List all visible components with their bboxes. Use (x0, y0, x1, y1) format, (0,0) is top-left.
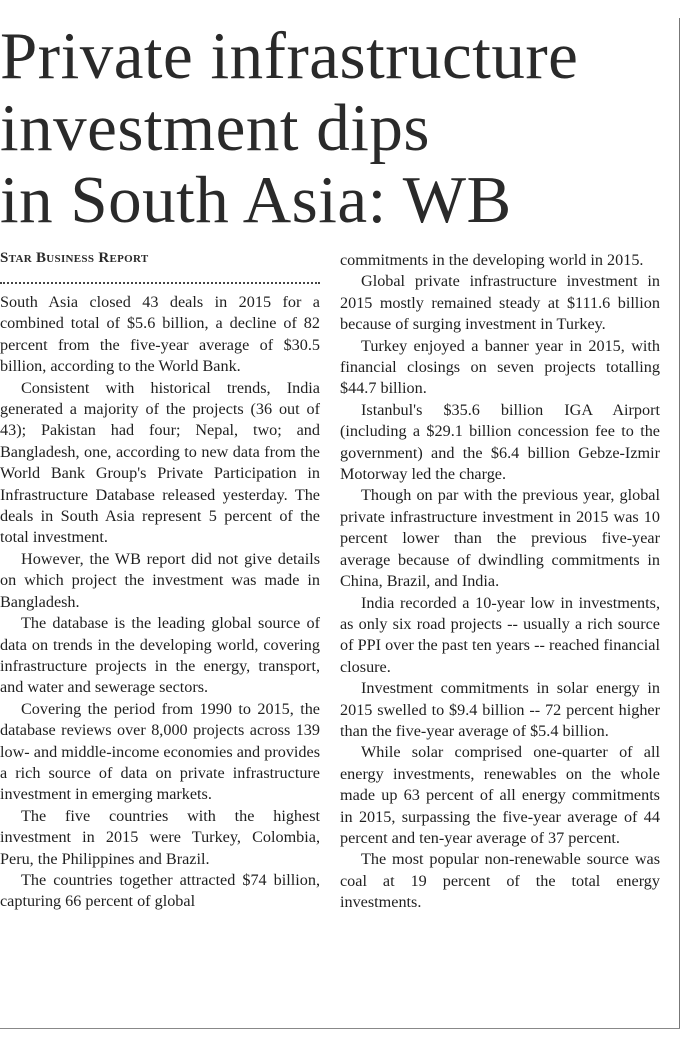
headline (0, 20, 676, 236)
dotted-separator (0, 282, 320, 284)
article-column-1 (0, 292, 320, 913)
paragraph: Istanbul's $35.6 billion IGA Airport (including a $29.1 billion concession fee to the government) and the $6.4 billion Gebze-Izmir Motorway led the charge. (340, 400, 660, 484)
paragraph: Global private infrastructure investment in 2015 mostly remained steady at $111.6 billion because of surging investment in Turkey. (340, 272, 660, 334)
headline-line-2: investment dips (0, 91, 430, 165)
paragraph: South Asia closed 43 deals in 2015 for a combined total of $5.6 billion, a decline of 82 percent from the five-year average of $30.5 billion, according to the World Bank. (0, 293, 320, 376)
paragraph: Covering the period from 1990 to 2015, the database reviews over 8,000 projects across 139 low- and middle-income economies and provides a rich source of data on private infrastructure investment in emerging markets. (0, 699, 320, 804)
paragraph: Investment commitments in solar energy in 2015 swelled to $9.4 billion -- 72 percent higher than the five-year average of $5.4 billion. (340, 679, 660, 740)
bottom-rule (0, 1028, 680, 1029)
paragraph: The most popular non-renewable source was coal at 19 percent of the total energy investments. (340, 850, 660, 912)
paragraph: Turkey enjoyed a banner year in 2015, with financial closings on seven projects totalling $44.7 billion. (340, 336, 660, 398)
paragraph: While solar comprised one-quarter of all energy investments, renewables on the whole made up 63 percent of all energy commitments in 2015, surpassing the five-year average of 44 percent and ten-year average of 37 percent. (340, 743, 660, 847)
paragraph: The five countries with the highest investment in 2015 were Turkey, Colombia, Peru, the Philippines and Brazil. (0, 806, 320, 868)
paragraph: However, the WB report did not give details on which project the investment was made in Bangladesh. (0, 549, 320, 611)
article-column-2 (340, 250, 660, 914)
paragraph: commitments in the developing world in 2015. (340, 251, 644, 269)
paragraph: The countries together attracted $74 billion, capturing 66 percent of global (0, 870, 320, 911)
headline-line-1: Private infrastructure (0, 19, 579, 93)
paragraph: Consistent with historical trends, India generated a majority of the projects (36 out of 43); Pakistan had four; Nepal, two; and Bangladesh, one, according to new data from the World Bank Group's Private Participation in Infrastructure Database released yesterday. The deals in South Asia represent 5 percent of the total investment. (0, 378, 320, 547)
headline-line-3: in South Asia: WB (0, 163, 512, 237)
paragraph: India recorded a 10-year low in investments, as only six road projects -- usually a rich source of PPI over the past ten years -- reached financial closure. (340, 593, 660, 676)
paragraph: Though on par with the previous year, global private infrastructure investment in 2015 was 10 percent lower than the previous five-year average because of dwindling commitments in China, Brazil, and India. (340, 486, 660, 591)
byline: Star Business Report (0, 250, 149, 266)
paragraph: The database is the leading global source of data on trends in the developing world, covering infrastructure projects in the energy, transport, and water and sewerage sectors. (0, 614, 320, 697)
column-divider-rule (679, 18, 680, 1028)
